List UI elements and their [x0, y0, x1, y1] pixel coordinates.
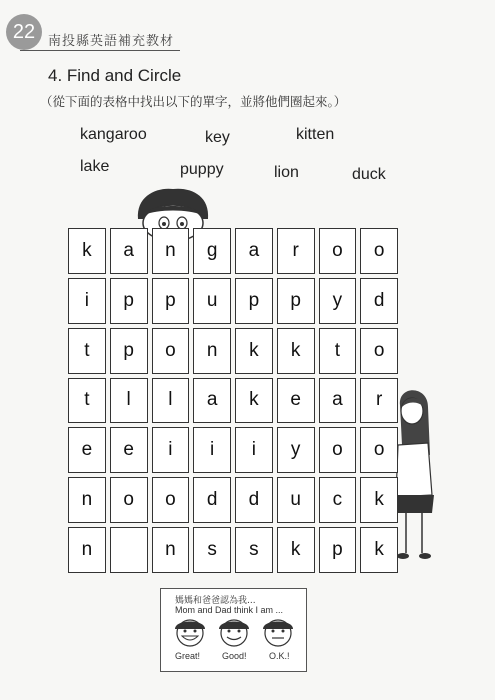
rating-label-ok: O.K.! [269, 651, 290, 661]
grid-cell[interactable]: i [235, 427, 273, 473]
section-title: 4. Find and Circle [48, 66, 182, 85]
grid-cell[interactable]: k [68, 228, 106, 274]
grid-cell[interactable]: p [110, 278, 148, 324]
grid-cell[interactable]: u [193, 278, 231, 324]
word-puppy: puppy [180, 161, 224, 178]
rating-prompt-en: Mom and Dad think I am ... [175, 605, 284, 615]
grid-cell[interactable]: k [277, 328, 315, 374]
grid-cell[interactable]: o [319, 427, 357, 473]
page-number: 22 [6, 14, 42, 50]
word-kangaroo: kangaroo [80, 126, 147, 143]
grid-cell[interactable]: r [277, 228, 315, 274]
grid-cell[interactable] [110, 527, 148, 573]
grid-cell[interactable]: k [277, 527, 315, 573]
grid-cell[interactable]: i [193, 427, 231, 473]
grid-cell[interactable]: k [235, 378, 273, 424]
grid-cell[interactable]: d [235, 477, 273, 523]
grid-cell[interactable]: o [319, 228, 357, 274]
grid-cell[interactable]: n [152, 527, 190, 573]
grid-cell[interactable]: l [110, 378, 148, 424]
grid-cell[interactable]: n [68, 477, 106, 523]
grid-cell[interactable]: p [110, 328, 148, 374]
word-lion: lion [274, 164, 299, 181]
grid-cell[interactable]: k [360, 477, 398, 523]
face-ok-icon[interactable] [263, 620, 293, 646]
grid-cell[interactable]: a [235, 228, 273, 274]
rating-faces [169, 617, 299, 647]
grid-cell[interactable]: i [68, 278, 106, 324]
word-duck: duck [352, 166, 386, 183]
grid-cell[interactable]: e [277, 378, 315, 424]
grid-cell[interactable]: e [68, 427, 106, 473]
grid-cell[interactable]: n [193, 328, 231, 374]
grid-cell[interactable]: u [277, 477, 315, 523]
grid-cell[interactable]: o [360, 228, 398, 274]
word-key: key [205, 129, 230, 146]
grid-cell[interactable]: p [152, 278, 190, 324]
rating-box [160, 588, 307, 672]
grid-cell[interactable]: n [68, 527, 106, 573]
section-instruction: （從下面的表格中找出以下的單字，並將他們圈起來。） [40, 94, 347, 109]
word-kitten: kitten [296, 126, 335, 143]
grid-cell[interactable]: a [110, 228, 148, 274]
grid-cell[interactable]: l [152, 378, 190, 424]
grid-cell[interactable]: o [152, 328, 190, 374]
grid-cell[interactable]: n [152, 228, 190, 274]
grid-cell[interactable]: k [235, 328, 273, 374]
grid-cell[interactable]: k [360, 527, 398, 573]
grid-cell[interactable]: y [319, 278, 357, 324]
grid-cell[interactable]: g [193, 228, 231, 274]
grid-cell[interactable]: o [360, 328, 398, 374]
book-title: 南投縣英語補充教材 [48, 34, 175, 49]
word-lake: lake [80, 158, 110, 175]
rating-label-great: Great! [175, 651, 201, 661]
grid-cell[interactable]: p [235, 278, 273, 324]
grid-cell[interactable]: o [360, 427, 398, 473]
grid-cell[interactable]: i [152, 427, 190, 473]
rating-prompt-zh: 媽媽和爸爸認為我... [175, 596, 256, 606]
grid-cell[interactable]: s [193, 527, 231, 573]
header-divider [20, 50, 180, 51]
grid-cell[interactable]: d [193, 477, 231, 523]
face-great-icon[interactable] [175, 620, 205, 646]
grid-cell[interactable]: p [319, 527, 357, 573]
grid-cell[interactable]: t [319, 328, 357, 374]
grid-cell[interactable]: r [360, 378, 398, 424]
face-good-icon[interactable] [219, 620, 249, 646]
letter-grid [68, 228, 398, 573]
grid-cell[interactable]: t [68, 328, 106, 374]
grid-cell[interactable]: p [277, 278, 315, 324]
grid-cell[interactable]: s [235, 527, 273, 573]
rating-label-good: Good! [222, 651, 247, 661]
grid-cell[interactable]: o [110, 477, 148, 523]
grid-cell[interactable]: o [152, 477, 190, 523]
grid-cell[interactable]: e [110, 427, 148, 473]
grid-cell[interactable]: a [193, 378, 231, 424]
grid-cell[interactable]: c [319, 477, 357, 523]
page-header [0, 14, 190, 48]
grid-cell[interactable]: a [319, 378, 357, 424]
grid-cell[interactable]: d [360, 278, 398, 324]
grid-cell[interactable]: t [68, 378, 106, 424]
grid-cell[interactable]: y [277, 427, 315, 473]
